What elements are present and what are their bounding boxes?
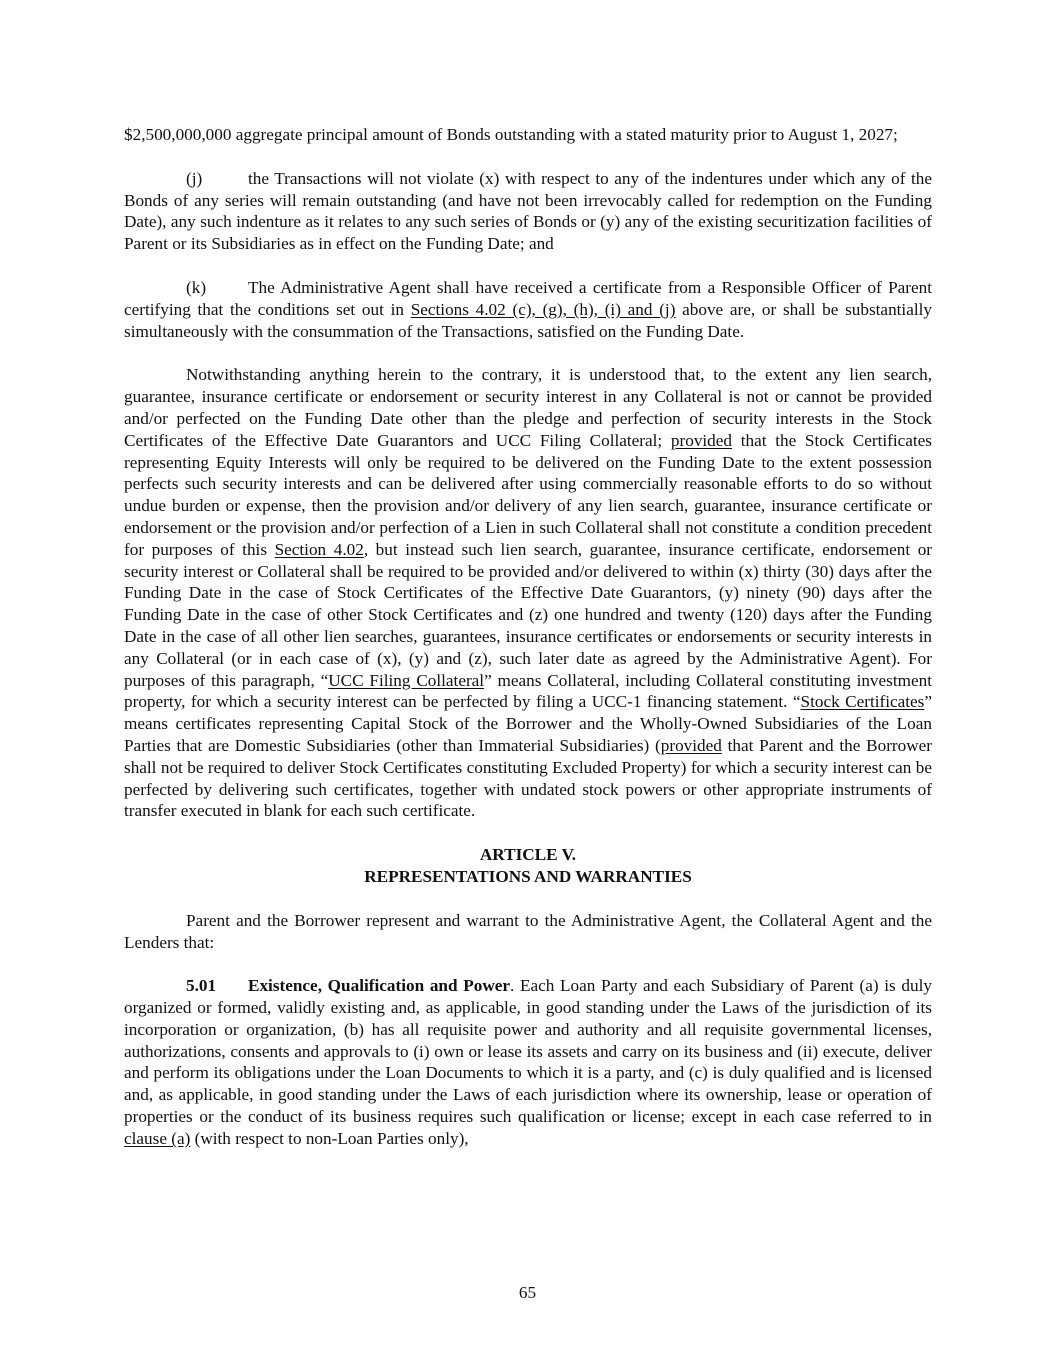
provided-term: provided — [660, 735, 722, 755]
section-heading: Existence, Qualification and Power — [248, 976, 510, 996]
provided-term: provided — [670, 430, 733, 450]
sections-4-02-reference: Sections 4.02 (c), (g), (h), (i) and (j) — [410, 299, 676, 319]
notwithstanding-paragraph: Notwithstanding anything herein to the contrary, it is understood that, to the extent any lien search, guarantee, insurance certificate or endorsement or security interest in any Collateral is not or cannot be provided and/or perfected on the Funding Date other than the pledge and perfection of security interests in the Stock Certificates of the Effective Date Guarantors and UCC Filing Collateral; provided that the Stock Certificates representing Equity Interests will only be required to be delivered on the Funding Date to the extent possession perfects such security interests and can be delivered after using commercially reasonable efforts to do so without undue burden or expense, then the provision and/or delivery of any lien search, guarantee, insurance certificate or endorsement or the provision and/or perfection of a Lien in such Collateral shall not constitute a condition precedent for purposes of this Section 4.02, but instead such lien search, guarantee, insurance certificate, endorsement or security interest or Collateral shall be required to be provided and/or delivered to within (x) thirty (30) days after the Funding Date in the case of Stock Certificates of the Effective Date Guarantors, (y) ninety (90) days after the Funding Date in the case of other Stock Certificates and (z) one hundred and twenty (120) days after the Funding Date in the case of all other lien searches, guarantees, insurance certificates or endorsements or security interests in any Collateral (or in each case of (x), (y) and (z), such later date as agreed by the Administrative Agent). For purposes of this paragraph, “UCC Filing Collateral” means Collateral, including Collateral constituting investment property, for which a security interest can be perfected by filing a UCC-1 financing statement. “Stock Certificates” means certificates representing Capital Stock of the Borrower and the Wholly-Owned Subsidiaries of the Loan Parties that are Domestic Subsidiaries (other than Immaterial Subsidiaries) (provided that Parent and the Borrower shall not be required to deliver Stock Certificates constituting Excluded Property) for which a security interest can be perfected by delivering such certificates, together with undated stock powers or other appropriate instruments of transfer executed in blank for each such certificate. — [124, 365, 933, 821]
paragraph-continuation: $2,500,000,000 aggregate principal amount of Bonds outstanding with a stated maturity prior to August 1, 2027; — [124, 125, 898, 144]
page-number: 65 — [518, 1283, 537, 1302]
clause-j-text: the Transactions will not violate (x) with respect to any of the indentures under which any of the Bonds of any series will remain outstanding (and have not been irrevocably called for redemption on the Funding Date), any such indenture as it relates to any such series of Bonds or (y) any of the existing securitization facilities of Parent or its Subsidiaries as in effect on the Funding Date; and — [124, 168, 932, 254]
clause-k-label: (k) — [186, 277, 207, 297]
ucc-filing-collateral-term: UCC Filing Collateral — [328, 670, 485, 690]
section-5-01: 5.01 Existence, Qualification and Power. Each Loan Party and each Subsidiary of Parent (a) is duly organized or formed, validly existing and, as applicable, in good standing under the Laws of the jurisdiction of its incorporation or organization, (b) has all requisite power and authority and all requisite governmental licenses, authorizations, consents and approvals to (i) own or lease its assets and carry on its business and (ii) execute, deliver and perform its obligations under the Loan Documents to which it is a party, and (c) is duly qualified and is licensed and, as applicable, in good standing under the Laws of each jurisdiction where its ownership, lease or operation of properties or the conduct of its business requires such qualification or license; except in each case referred to in clause (a) (with respect to non-Loan Parties only), — [124, 976, 932, 1148]
article-intro-paragraph: Parent and the Borrower represent and warrant to the Administrative Agent, the Collateral Agent and the Lenders that: — [124, 910, 932, 952]
clause-j-label: (j) — [186, 168, 203, 188]
clause-k: (k) The Administrative Agent shall have received a certificate from a Responsible Officer of Parent certifying that the conditions set out in Sections 4.02 (c), (g), (h), (i) and (j) above are, or shall be substantially simultaneously with the consummation of the Transactions, satisfied on the Funding Date. — [124, 277, 932, 341]
document-page — [124, 124, 932, 1150]
article-number: ARTICLE V. — [479, 845, 577, 865]
stock-certificates-term: Stock Certificates — [800, 692, 925, 712]
section-4-02-reference: Section 4.02 — [274, 539, 364, 559]
section-number: 5.01 — [186, 976, 217, 996]
article-title: REPRESENTATIONS AND WARRANTIES — [364, 866, 692, 886]
clause-j — [124, 168, 932, 255]
clause-a-reference: clause (a) — [124, 1128, 191, 1148]
